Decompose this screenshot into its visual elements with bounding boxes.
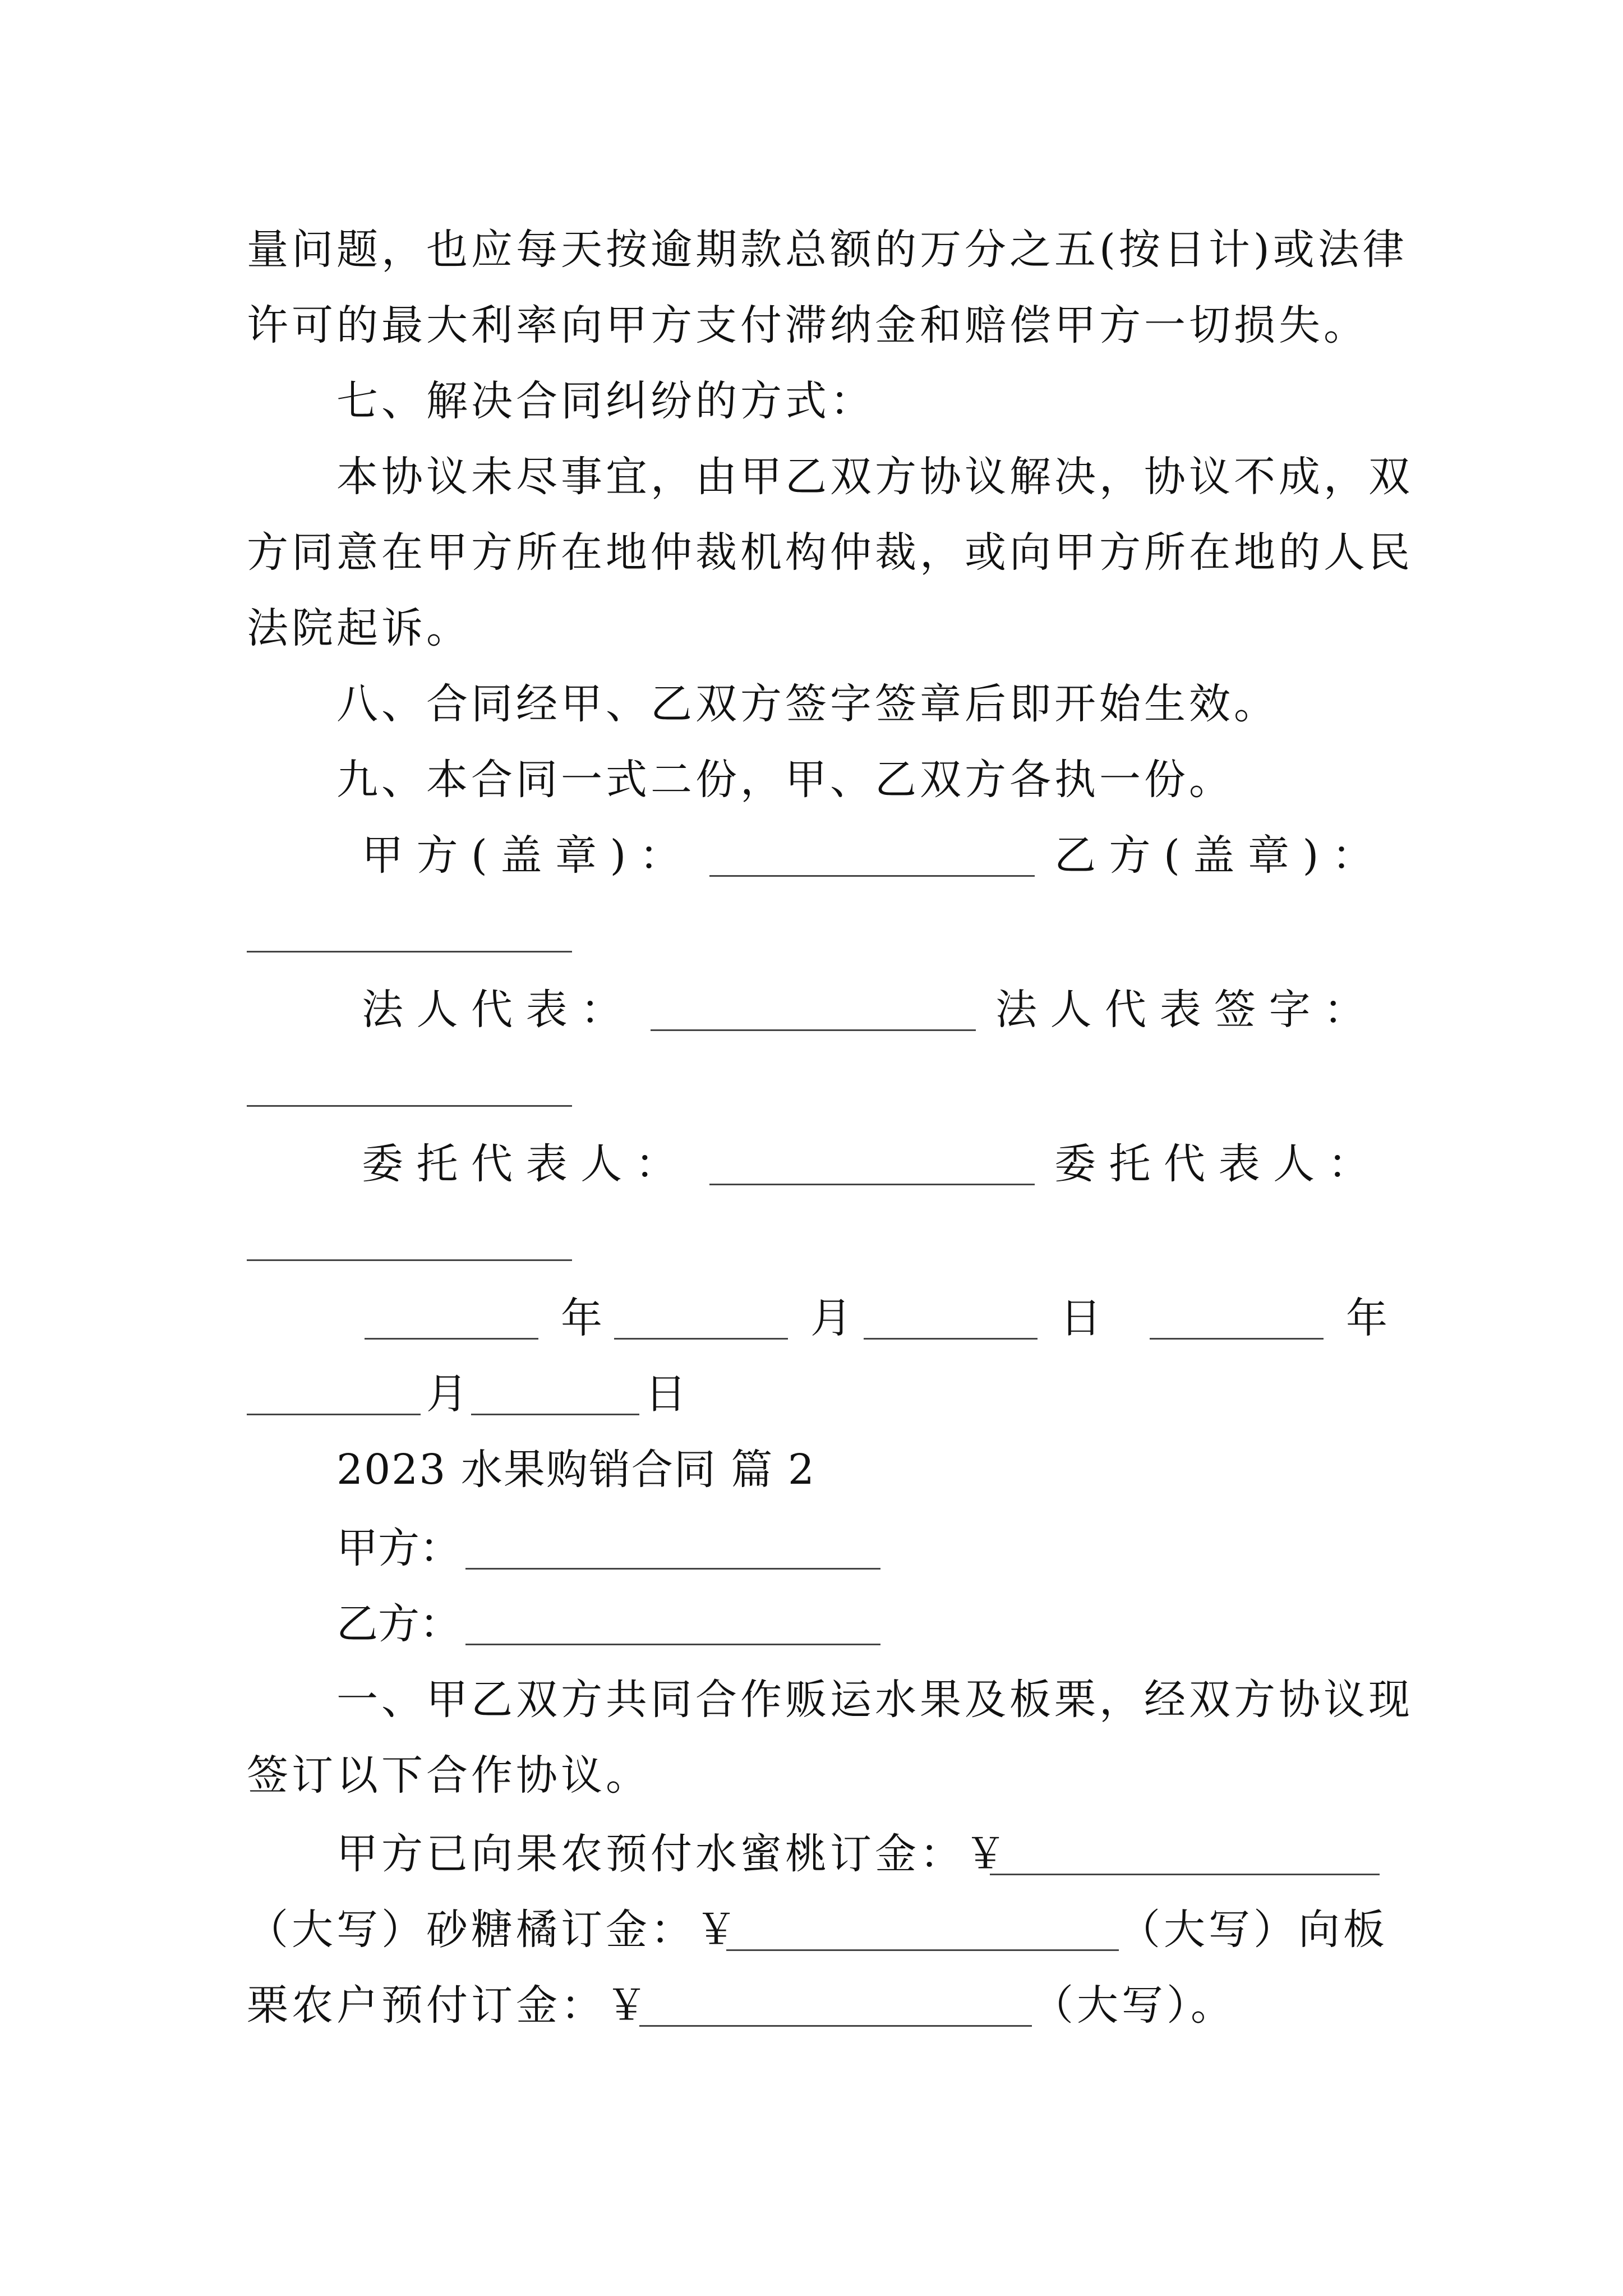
legal-rep-sign-label: 法 人 代 表 签 字 ： (995, 986, 1366, 1034)
paragraph-line: 八、合同经甲、乙双方签字签章后即开始生效。 (336, 680, 1279, 728)
day-a-label: 日 (1060, 1294, 1101, 1342)
party-a-blank (465, 1568, 880, 1570)
agent-b-label: 委 托 代 表 人 ： (1054, 1140, 1370, 1188)
peach-deposit-blank (990, 1874, 1380, 1875)
paragraph-line: 量问题，也应每天按逾期款总额的万分之五(按日计)或法律 (247, 226, 1408, 274)
chestnut-deposit-blank (639, 2025, 1032, 2027)
orange-deposit-blank (726, 1949, 1119, 1951)
agent-a-blank (709, 1184, 1035, 1185)
chestnut-deposit-label: 栗农户预付订金：￥ (247, 1981, 651, 2030)
year-b-blank (1150, 1338, 1324, 1340)
year-a-label: 年 (561, 1294, 602, 1342)
orange-deposit-label: （大写）砂糖橘订金：￥ (247, 1906, 740, 1954)
party-b-seal-blank (247, 951, 572, 953)
chestnut-deposit-suffix: （大写）。 (1032, 1981, 1235, 2030)
paragraph-line: 本协议未尽事宜，由甲乙双方协议解决，协议不成，双 (336, 453, 1413, 501)
party-a-label: 甲方： (336, 1524, 461, 1572)
party-a-seal-label: 甲 方 ( 盖 章 ) ： (362, 831, 681, 880)
agent-b-blank (247, 1259, 572, 1261)
paragraph-line: 方同意在甲方所在地仲裁机构仲裁，或向甲方所在地的人民 (247, 528, 1413, 577)
section-title: 2023 水果购销合同 篇 2 (336, 1446, 815, 1494)
paragraph-line: 法院起诉。 (247, 604, 471, 652)
day-b-blank (471, 1414, 639, 1415)
month-b-label: 月 (426, 1370, 468, 1418)
party-a-seal-blank (709, 875, 1035, 877)
party-b-label: 乙方： (336, 1600, 461, 1648)
day-a-blank (864, 1338, 1038, 1340)
section-heading: 七、解决合同纠纷的方式： (336, 377, 875, 425)
paragraph-line: 签订以下合作协议。 (247, 1751, 651, 1800)
legal-rep-blank (651, 1029, 976, 1031)
day-b-label: 日 (645, 1370, 686, 1418)
month-a-label: 月 (810, 1294, 852, 1342)
party-b-seal-label: 乙 方 ( 盖 章 ) ： (1054, 831, 1373, 880)
month-a-blank (614, 1338, 788, 1340)
peach-deposit-label: 甲方已向果农预付水蜜桃订金：￥ (336, 1830, 1009, 1878)
agent-a-label: 委 托 代 表 人 ： (362, 1140, 677, 1188)
paragraph-line: 许可的最大利率向甲方支付滞纳金和赔偿甲方一切损失。 (247, 301, 1368, 349)
paragraph-line: 九、本合同一式二份，甲、乙双方各执一份。 (336, 756, 1234, 804)
paragraph-line: 一、甲乙双方共同合作贩运水果及板栗，经双方协议现 (336, 1676, 1413, 1724)
year-a-blank (365, 1338, 538, 1340)
month-b-blank (247, 1414, 421, 1415)
legal-rep-sign-blank (247, 1105, 572, 1107)
year-b-label: 年 (1346, 1294, 1387, 1342)
party-b-blank (465, 1644, 880, 1645)
chestnut-intro-label: （大写）向板 (1119, 1906, 1388, 1954)
legal-rep-label: 法 人 代 表 ： (362, 986, 623, 1034)
